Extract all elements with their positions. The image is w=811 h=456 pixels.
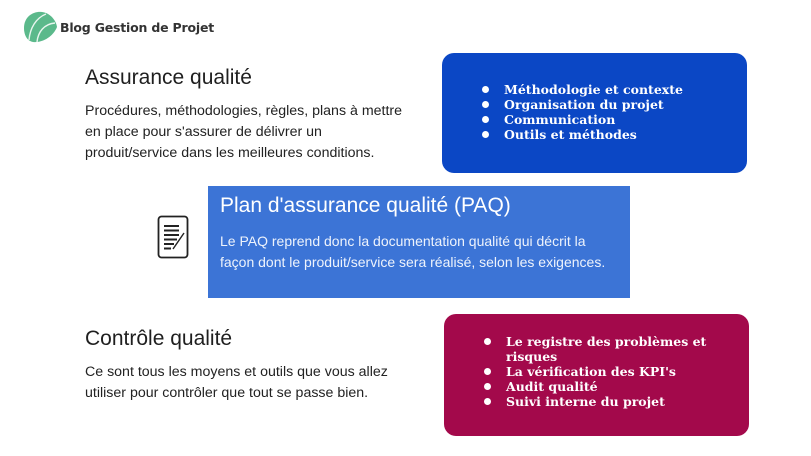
list-item: Audit qualité — [482, 379, 732, 394]
leaf-logo-icon — [20, 10, 58, 44]
assurance-heading: Assurance qualité — [85, 66, 252, 89]
list-item: La vérification des KPI's — [482, 364, 732, 379]
controle-description: Ce sont tous les moyens et outils que vous allez utiliser pour contrôler que tout se passe bien. — [85, 364, 388, 401]
list-item: Le registre des problèmes et risques — [482, 334, 732, 364]
brand-logo[interactable] — [20, 10, 214, 44]
paq-description: Le PAQ reprend donc la documentation qualité qui décrit la façon dont le produit/service sera réalisé, selon les exigences. — [220, 233, 606, 270]
assurance-description: Procédures, méthodologies, règles, plans à mettre en place pour s'assurer de délivrer un produit/service dans les meilleures conditions. — [85, 103, 403, 161]
assurance-items-box — [442, 53, 747, 173]
list-item: Organisation du projet — [480, 97, 683, 112]
list-item: Suivi interne du projet — [482, 394, 732, 409]
assurance-items-list — [480, 82, 683, 142]
controle-heading: Contrôle qualité — [85, 327, 233, 350]
paq-title: Plan d'assurance qualité (PAQ) — [220, 194, 511, 217]
list-item: Outils et méthodes — [480, 127, 683, 142]
list-item: Méthodologie et contexte — [480, 82, 683, 97]
controle-items-list — [482, 334, 732, 409]
brand-name: Blog Gestion de Projet — [60, 19, 215, 35]
paq-box — [208, 186, 630, 298]
document-icon — [157, 215, 189, 259]
list-item: Communication — [480, 112, 683, 127]
controle-items-box — [444, 314, 749, 436]
